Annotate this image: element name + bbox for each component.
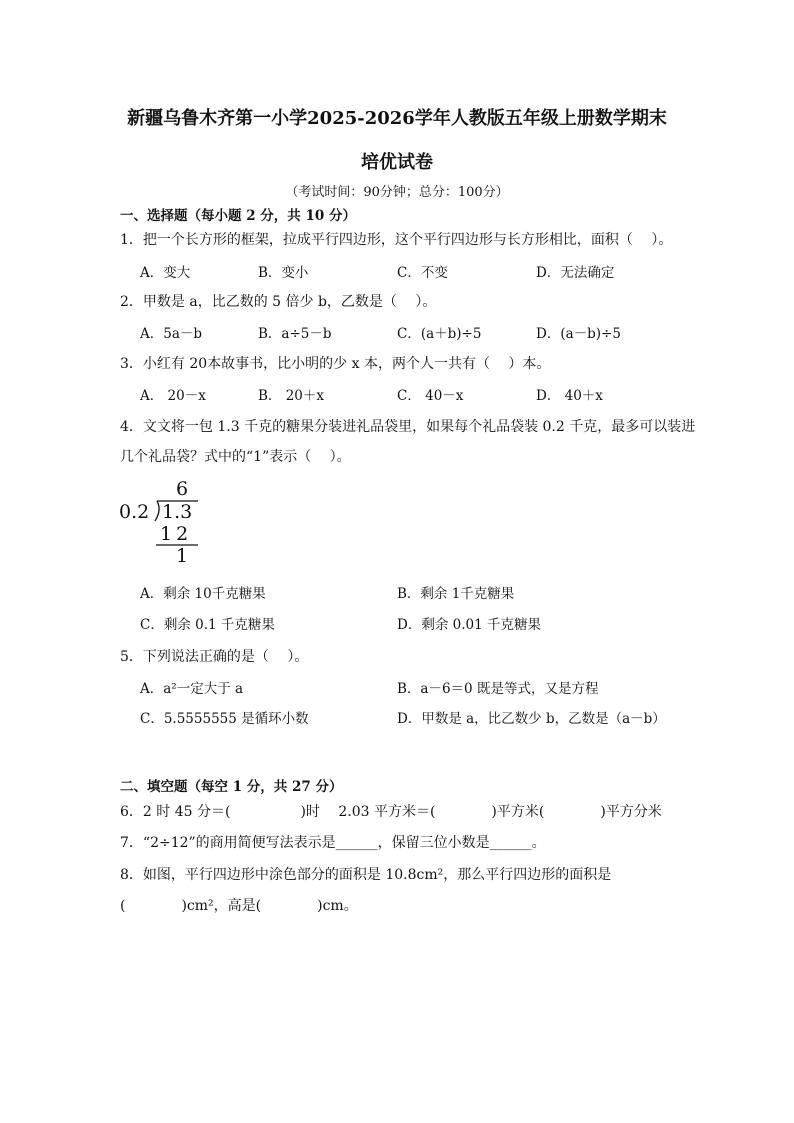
q4-option-d: D．剩余 0.01 千克糖果 bbox=[397, 617, 541, 633]
division-divisor: 0.2 bbox=[119, 501, 150, 523]
q4-option-a: A．剩余 10千克糖果 bbox=[140, 586, 266, 602]
question-4-line1: 4．文文将一包 1.3 千克的糖果分装进礼品袋里，如果每个礼品袋装 0.2 千克，最多可以装进 bbox=[120, 419, 696, 435]
q2-option-b: B．a÷5－b bbox=[258, 326, 332, 342]
question-6: 6．2 时 45 分＝( )时 2.03 平方米＝( )平方米( )平方分米 bbox=[120, 804, 662, 820]
division-remainder: 1 bbox=[176, 545, 189, 567]
section2-heading: 二、填空题（每空 1 分，共 27 分） bbox=[120, 779, 343, 795]
question-1: 1．把一个长方形的框架，拉成平行四边形，这个平行四边形与长方形相比，面积（ ）。 bbox=[120, 232, 673, 248]
q1-option-c: C．不变 bbox=[397, 265, 448, 281]
question-2: 2．甲数是 a，比乙数的 5 倍少 b，乙数是（ ）。 bbox=[120, 294, 437, 310]
question-5: 5．下列说法正确的是（ ）。 bbox=[120, 649, 309, 665]
question-3: 3．小红有 20本故事书，比小明的少 x 本，两个人一共有（ ）本。 bbox=[120, 356, 551, 372]
q5-option-a: A．a²一定大于 a bbox=[140, 681, 244, 697]
q1-option-d: D．无法确定 bbox=[536, 265, 615, 281]
q4-option-b: B．剩余 1千克糖果 bbox=[397, 586, 515, 602]
q5-option-c: C．5.5555555 是循环小数 bbox=[140, 711, 309, 727]
question-8-line2: ( )cm²，高是( )cm。 bbox=[120, 898, 358, 914]
question-7: 7．“2÷12”的商用简便写法表示是______，保留三位小数是______。 bbox=[120, 835, 546, 851]
q1-option-b: B．变小 bbox=[258, 265, 309, 281]
division-quotient: 6 bbox=[176, 478, 189, 500]
q5-option-b: B．a－6＝0 既是等式，又是方程 bbox=[397, 681, 599, 697]
exam-title-line2: 培优试卷 bbox=[361, 152, 433, 173]
exam-title-line1: 新疆乌鲁木齐第一小学2025-2026学年人教版五年级上册数学期末 bbox=[127, 108, 667, 129]
q3-option-d: D． 40＋x bbox=[536, 388, 603, 404]
long-division-figure bbox=[118, 478, 208, 568]
q1-option-a: A．变大 bbox=[140, 265, 191, 281]
division-product: 12 bbox=[160, 523, 193, 545]
q4-option-c: C．剩余 0.1 千克糖果 bbox=[140, 617, 275, 633]
division-dividend: 1.3 bbox=[162, 501, 193, 523]
question-4-line2: 几个礼品袋？式中的“1”表示（ ）。 bbox=[120, 449, 351, 465]
q3-option-a: A． 20－x bbox=[140, 388, 206, 404]
question-8-line1: 8．如图，平行四边形中涂色部分的面积是 10.8cm²，那么平行四边形的面积是 bbox=[120, 867, 612, 883]
q2-option-d: D．(a－b)÷5 bbox=[536, 326, 621, 342]
q5-option-d: D．甲数是 a，比乙数少 b，乙数是（a－b） bbox=[397, 711, 666, 727]
exam-info: （考试时间：90分钟；总分：100分） bbox=[285, 185, 509, 200]
q2-option-c: C．(a＋b)÷5 bbox=[397, 326, 482, 342]
q3-option-b: B． 20＋x bbox=[258, 388, 325, 404]
q2-option-a: A．5a－b bbox=[140, 326, 203, 342]
q3-option-c: C． 40－x bbox=[397, 388, 464, 404]
section1-heading: 一、选择题（每小题 2 分，共 10 分） bbox=[120, 208, 356, 224]
